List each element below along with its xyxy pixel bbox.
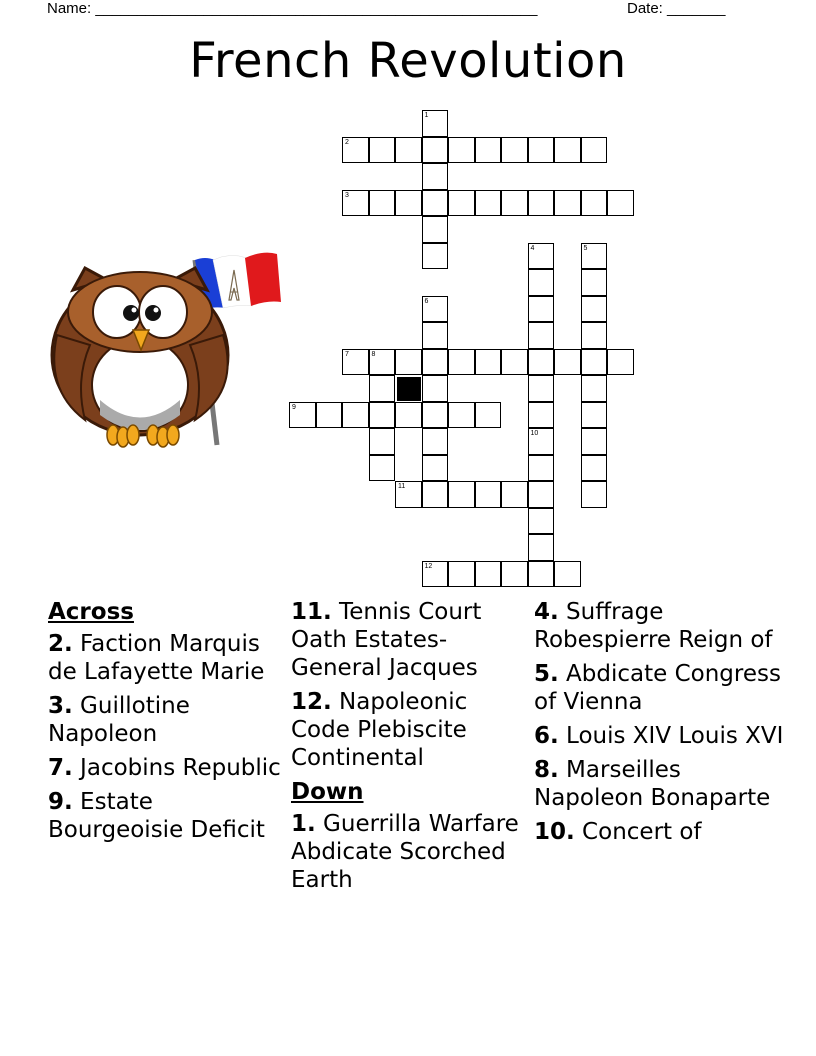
grid-cell[interactable] (554, 349, 581, 376)
grid-cell[interactable] (342, 349, 369, 376)
grid-cell[interactable] (528, 455, 555, 482)
grid-cell[interactable] (528, 190, 555, 217)
grid-cell[interactable] (607, 190, 634, 217)
grid-cell[interactable] (528, 137, 555, 164)
clue-across-3: 3. Guillotine Napoleon (48, 693, 190, 747)
grid-cell[interactable] (528, 428, 555, 455)
grid-cell[interactable] (528, 322, 555, 349)
grid-cell[interactable] (475, 402, 502, 429)
grid-cell[interactable] (554, 137, 581, 164)
grid-cell[interactable] (395, 137, 422, 164)
grid-cell[interactable] (581, 322, 608, 349)
date-field[interactable]: Date: _______ (627, 0, 726, 17)
grid-cell[interactable] (422, 190, 449, 217)
grid-cell[interactable] (528, 243, 555, 270)
grid-cell[interactable] (501, 561, 528, 588)
grid-cell[interactable] (289, 402, 316, 429)
grid-cell[interactable] (607, 349, 634, 376)
grid-cell[interactable] (316, 402, 343, 429)
grid-cell[interactable] (369, 137, 396, 164)
grid-cell[interactable] (422, 481, 449, 508)
clue-across-2: 2. Faction Marquis de Lafayette Marie (48, 631, 265, 685)
grid-cell[interactable] (528, 375, 555, 402)
grid-clue-number: 5 (583, 244, 588, 252)
grid-clue-number: 3 (345, 191, 349, 199)
grid-cell[interactable] (581, 137, 608, 164)
grid-cell[interactable] (448, 481, 475, 508)
grid-cell[interactable] (528, 561, 555, 588)
grid-cell[interactable] (369, 349, 396, 376)
grid-cell[interactable] (475, 561, 502, 588)
clue-down-6: 6. Louis XIV Louis XVI (534, 723, 784, 749)
grid-cell[interactable] (422, 137, 449, 164)
clue-down-5: 5. Abdicate Congress of Vienna (534, 661, 781, 715)
grid-cell[interactable] (422, 110, 449, 137)
grid-cell[interactable] (369, 375, 396, 402)
grid-cell[interactable] (528, 508, 555, 535)
clue-down-1: 1. Guerrilla Warfare Abdicate Scorched Earth (291, 811, 519, 893)
grid-cell[interactable] (528, 534, 555, 561)
grid-cell[interactable] (395, 402, 422, 429)
grid-cell[interactable] (422, 322, 449, 349)
grid-clue-number: 10 (530, 430, 539, 437)
grid-clue-number: 8 (371, 350, 376, 358)
grid-cell[interactable] (422, 402, 449, 429)
grid-cell[interactable] (528, 402, 555, 429)
name-field[interactable]: Name: _____________________________________________________ (47, 0, 538, 17)
clue-down-8: 8. Marseilles Napoleon Bonaparte (534, 757, 771, 811)
grid-cell[interactable] (475, 137, 502, 164)
clue-down-4: 4. Suffrage Robespierre Reign of (534, 599, 773, 653)
grid-cell[interactable] (501, 481, 528, 508)
grid-cell[interactable] (581, 402, 608, 429)
grid-cell[interactable] (448, 137, 475, 164)
grid-cell[interactable] (369, 190, 396, 217)
grid-cell[interactable] (501, 349, 528, 376)
grid-cell[interactable] (395, 190, 422, 217)
grid-cell[interactable] (422, 349, 449, 376)
grid-cell[interactable] (448, 561, 475, 588)
grid-cell[interactable] (475, 349, 502, 376)
clues-column-1 (48, 598, 284, 850)
grid-cell[interactable] (475, 481, 502, 508)
grid-cell[interactable] (528, 481, 555, 508)
clues-column-2 (291, 598, 527, 900)
grid-cell[interactable] (369, 455, 396, 482)
grid-cell[interactable] (581, 481, 608, 508)
grid-cell[interactable] (581, 269, 608, 296)
clues-column-3 (534, 598, 794, 852)
grid-cell[interactable] (581, 455, 608, 482)
grid-cell[interactable] (528, 349, 555, 376)
grid-cell[interactable] (581, 243, 608, 270)
grid-cell[interactable] (528, 269, 555, 296)
grid-cell[interactable] (581, 190, 608, 217)
grid-cell[interactable] (528, 296, 555, 323)
grid-clue-number: 11 (398, 483, 406, 490)
clues-section (0, 598, 816, 998)
grid-cell[interactable] (422, 375, 449, 402)
grid-clue-number: 7 (345, 350, 349, 358)
grid-cell[interactable] (342, 137, 369, 164)
grid-clue-number: 6 (424, 297, 429, 305)
grid-clue-number: 12 (424, 562, 433, 570)
grid-cell[interactable] (369, 428, 396, 455)
clue-across-12: 12. Napoleonic Code Plebiscite Continental (291, 689, 468, 771)
grid-clue-number: 2 (345, 138, 349, 146)
grid-cell[interactable] (448, 190, 475, 217)
grid-cell[interactable] (395, 481, 422, 508)
grid-clue-number: 9 (292, 403, 296, 411)
grid-cell[interactable] (554, 190, 581, 217)
across-heading: Across (48, 599, 134, 625)
grid-cell[interactable] (342, 190, 369, 217)
grid-cell[interactable] (554, 561, 581, 588)
grid-cell[interactable] (422, 216, 449, 243)
grid-cell[interactable] (342, 402, 369, 429)
grid-cell[interactable] (475, 190, 502, 217)
grid-cell[interactable] (448, 349, 475, 376)
grid-cell[interactable] (501, 190, 528, 217)
grid-cell[interactable] (581, 349, 608, 376)
clue-across-7: 7. Jacobins Republic (48, 755, 281, 781)
grid-clue-number: 1 (424, 112, 429, 119)
grid-cell[interactable] (422, 561, 449, 588)
grid-cell[interactable] (581, 428, 608, 455)
black-square (397, 377, 421, 401)
grid-cell[interactable] (422, 455, 449, 482)
grid-cell[interactable] (395, 349, 422, 376)
grid-clue-number: 4 (530, 244, 535, 252)
clue-across-11: 11. Tennis Court Oath Estates-General Jacques (291, 599, 482, 681)
page-title: French Revolution (189, 33, 627, 89)
clue-across-9: 9. Estate Bourgeoisie Deficit (48, 789, 265, 843)
grid-cell[interactable] (448, 402, 475, 429)
grid-cell[interactable] (581, 375, 608, 402)
grid-cell[interactable] (422, 163, 449, 190)
grid-cell[interactable] (422, 428, 449, 455)
grid-cell[interactable] (369, 402, 396, 429)
grid-cell[interactable] (422, 296, 449, 323)
grid-cell[interactable] (501, 137, 528, 164)
owl-with-french-flag-icon (45, 250, 290, 450)
clue-down-10: 10. Concert of (534, 819, 702, 845)
grid-cell[interactable] (581, 296, 608, 323)
grid-cell[interactable] (422, 243, 449, 270)
down-heading: Down (291, 779, 364, 805)
